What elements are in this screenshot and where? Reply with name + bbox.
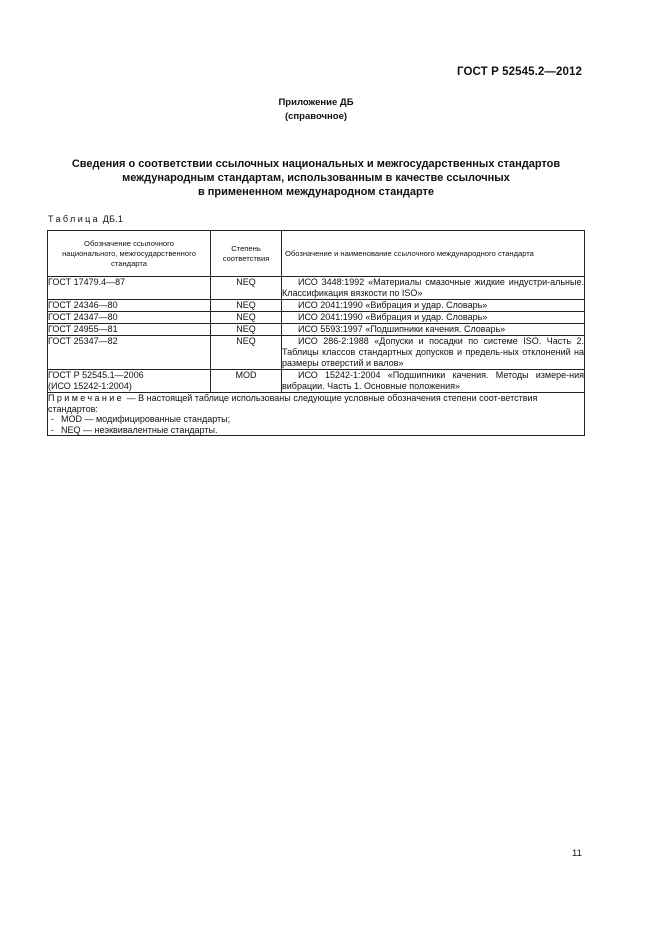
cell-degree: NEQ [211,324,282,336]
table-label-number: ДБ.1 [102,214,124,224]
cell-international: ИСО 15242-1:2004 «Подшипники качения. Методы измере-ния вибрации. Часть 1. Основные положения» [282,370,584,391]
cell-international: ИСО 2041:1990 «Вибрация и удар. Словарь» [282,312,585,324]
note-item: - NEQ — неэквивалентные стандарты. [51,424,218,435]
cell-international: ИСО 2041:1990 «Вибрация и удар. Словарь» [282,300,585,312]
header-national-standard: Обозначение ссылочного национального, межгосударственного стандарта [48,231,211,277]
note-text: — В настоящей таблице использованы следующие условные обозначения степени соот-ветствия стандартов: [48,393,538,414]
heading-line-2: международным стандартам, использованным в качестве ссылочных [122,172,510,184]
table-row [48,370,585,393]
cell-international: ИСО 3448:1992 «Материалы смазочные жидкие индустри-альные. Классификация вязкости по ISO» [282,277,584,298]
appendix-subtitle: (справочное) [284,111,348,122]
cell-standard: ГОСТ 24347—80 [48,312,211,324]
cell-international: ИСО 5593:1997 «Подшипники качения. Словарь» [282,324,585,336]
table-row [48,324,585,336]
cell-degree: NEQ [211,312,282,324]
note-item: - MOD — модифицированные стандарты; [51,414,231,424]
cell-standard: ГОСТ 24346—80 [48,300,211,312]
cell-degree: NEQ [211,336,282,370]
table-label [48,214,123,224]
heading-line-1: Сведения о соответствии ссылочных национальных и межгосударственных стандартов [71,158,561,170]
header-international-standard: Обозначение и наименование ссылочного международного стандарта [282,231,585,277]
note-prefix: Примечание [48,393,125,403]
table-label-prefix: Таблица [48,214,101,224]
cell-international: ИСО 286-2:1988 «Допуски и посадки по системе ISO. Часть 2. Таблицы классов стандартных допусков и предель-ных отклонений на размеры отверстий и валов» [282,336,584,368]
cell-standard: ГОСТ Р 52545.1—2006 (ИСО 15242-1:2004) [48,370,211,393]
cell-standard: ГОСТ 17479.4—87 [48,277,211,300]
appendix-heading [0,96,632,124]
table-row [48,300,585,312]
cell-standard: ГОСТ 25347—82 [48,336,211,370]
section-heading [0,157,632,199]
table-row [48,277,585,300]
table-row [48,312,585,324]
heading-line-3: в примененном международном стандарте [197,186,435,198]
correspondence-table [47,230,585,436]
table-header-row [48,231,585,277]
header-degree: Степень соответствия [211,231,282,277]
document-code: ГОСТ Р 52545.2—2012 [457,66,582,78]
cell-standard: ГОСТ 24955—81 [48,324,211,336]
page-number: 11 [572,848,582,859]
table-row [48,336,585,370]
appendix-title: Приложение ДБ [278,97,354,108]
cell-degree: MOD [211,370,282,393]
cell-degree: NEQ [211,300,282,312]
table-note [48,393,585,436]
cell-degree: NEQ [211,277,282,300]
table-note-row [48,393,585,436]
